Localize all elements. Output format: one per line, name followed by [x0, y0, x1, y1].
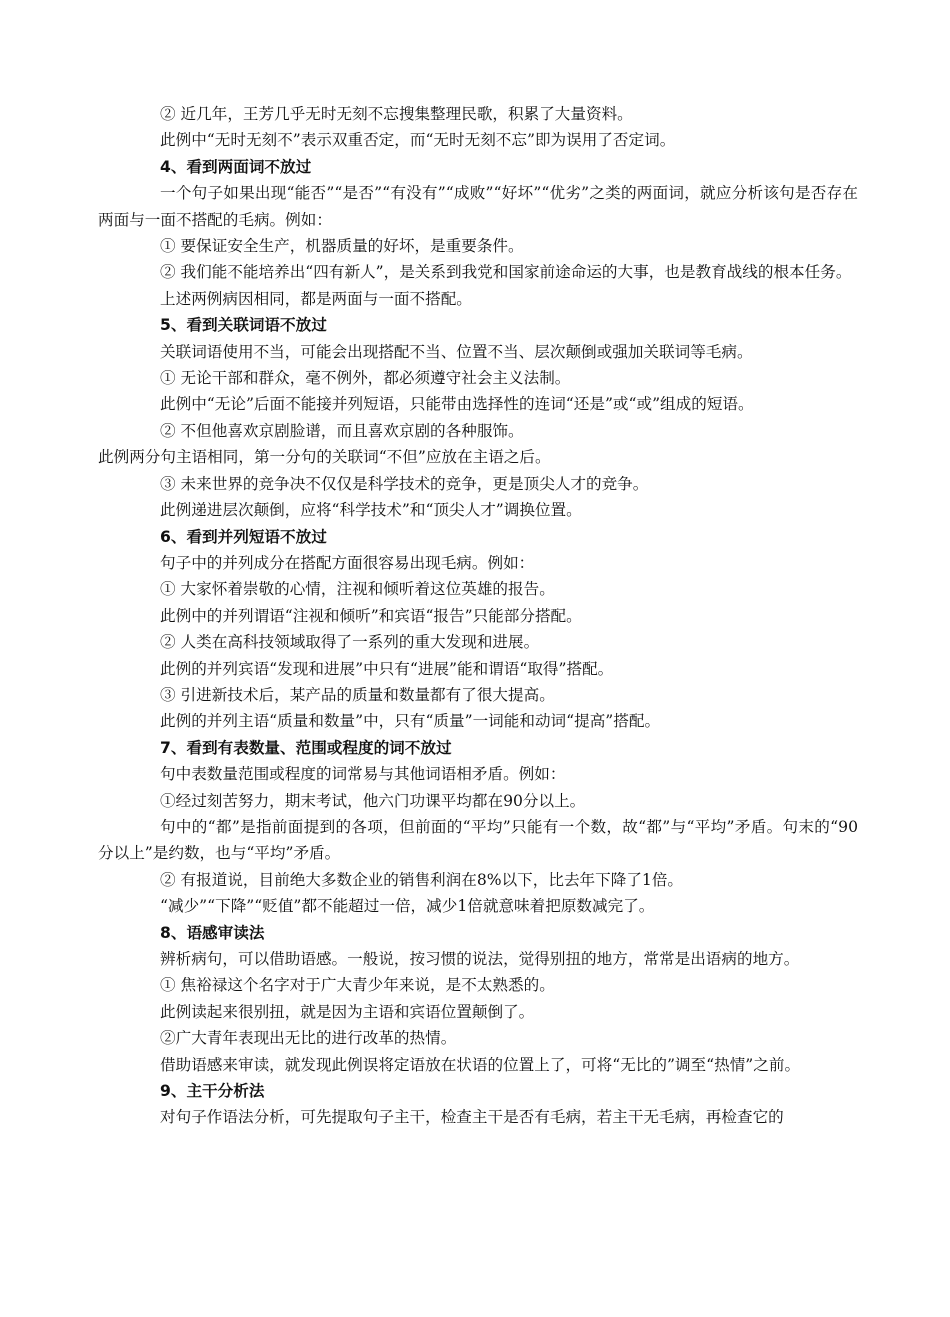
paragraph: ① 焦裕禄这个名字对于广大青少年来说，是不太熟悉的。 — [160, 976, 555, 995]
section-heading: 4、看到两面词不放过 — [160, 157, 312, 176]
paragraph: 对句子作语法分析，可先提取句子主干，检查主干是否有毛病，若主干无毛病，再检查它的 — [160, 1108, 784, 1127]
section-heading: 5、看到关联词语不放过 — [160, 316, 327, 335]
paragraph: ② 我们能不能培养出“四有新人”，是关系到我党和国家前途命运的大事，也是教育战线的根本任务。 — [160, 263, 852, 282]
section-heading: 8、语感审读法 — [160, 923, 265, 942]
paragraph: 辨析病句，可以借助语感。一般说，按习惯的说法，觉得别扭的地方，常常是出语病的地方。 — [160, 950, 800, 968]
paragraph: ②广大青年表现出无比的进行改革的热情。 — [160, 1029, 457, 1048]
paragraph: ② 人类在高科技领域取得了一系列的重大发现和进展。 — [160, 633, 540, 652]
paragraph: 句中的“都”是指前面提到的各项，但前面的“平均”只能有一个数，故“都”与“平均”矛盾。句末的“90分以上”是约数，也与“平均”矛盾。 — [98, 817, 858, 863]
paragraph: 此例中“无时无刻不”表示双重否定，而“无时无刻不忘”即为误用了否定词。 — [160, 131, 676, 150]
paragraph: 借助语感来审读，就发现此例误将定语放在状语的位置上了，可将“无比的”调至“热情”之前。 — [160, 1055, 801, 1074]
paragraph: ② 有报道说，目前绝大多数企业的销售利润在8%以下，比去年下降了1倍。 — [160, 870, 684, 889]
paragraph: ② 近几年，王芳几乎无时无刻不忘搜集整理民歌，积累了大量资料。 — [160, 105, 633, 123]
paragraph: 关联词语使用不当，可能会出现搭配不当、位置不当、层次颠倒或强加关联词等毛病。 — [160, 342, 753, 361]
section-heading: 7、看到有表数量、范围或程度的词不放过 — [160, 738, 452, 757]
document-body — [98, 101, 858, 1131]
paragraph: 此例读起来很别扭，就是因为主语和宾语位置颠倒了。 — [160, 1002, 535, 1021]
paragraph: 此例中“无论”后面不能接并列短语，只能带由选择性的连词“还是”或“或”组成的短语。 — [160, 395, 754, 414]
paragraph: 此例中的并列谓语“注视和倾听”和宾语“报告”只能部分搭配。 — [160, 606, 582, 625]
paragraph: ③ 引进新技术后，某产品的质量和数量都有了很大提高。 — [160, 685, 555, 704]
section-heading: 6、看到并列短语不放过 — [160, 527, 327, 546]
paragraph: ① 大家怀着崇敬的心情，注视和倾听着这位英雄的报告。 — [160, 580, 555, 599]
paragraph: ② 不但他喜欢京剧脸谱，而且喜欢京剧的各种服饰。 — [160, 421, 524, 440]
paragraph: 此例的并列宾语“发现和进展”中只有“进展”能和谓语“取得”搭配。 — [160, 659, 614, 678]
paragraph: 上述两例病因相同，都是两面与一面不搭配。 — [160, 289, 472, 308]
paragraph: 句中表数量范围或程度的词常易与其他词语相矛盾。例如： — [160, 765, 566, 784]
paragraph: ① 无论干部和群众，毫不例外，都必须遵守社会主义法制。 — [160, 369, 571, 388]
section-heading: 9、主干分析法 — [160, 1082, 265, 1101]
paragraph: 此例的并列主语“质量和数量”中，只有“质量”一词能和动词“提高”搭配。 — [160, 712, 661, 731]
paragraph: 此例两分句主语相同，第一分句的关联词“不但”应放在主语之后。 — [98, 448, 551, 467]
paragraph: ①经过刻苦努力，期末考试，他六门功课平均都在90分以上。 — [160, 791, 586, 810]
paragraph: 此例递进层次颠倒，应将“科学技术”和“顶尖人才”调换位置。 — [160, 501, 582, 520]
paragraph: 句子中的并列成分在搭配方面很容易出现毛病。例如： — [160, 553, 535, 572]
paragraph: 一个句子如果出现“能否”“是否”“有没有”“成败”“好坏”“优劣”之类的两面词，就应分析该句是否存在两面与一面不搭配的毛病。例如： — [98, 184, 858, 229]
paragraph: ① 要保证安全生产，机器质量的好坏，是重要条件。 — [160, 237, 524, 256]
paragraph: “减少”“下降”“贬值”都不能超过一倍，减少1倍就意味着把原数减完了。 — [160, 897, 655, 916]
paragraph: ③ 未来世界的竞争决不仅仅是科学技术的竞争，更是顶尖人才的竞争。 — [160, 474, 649, 493]
